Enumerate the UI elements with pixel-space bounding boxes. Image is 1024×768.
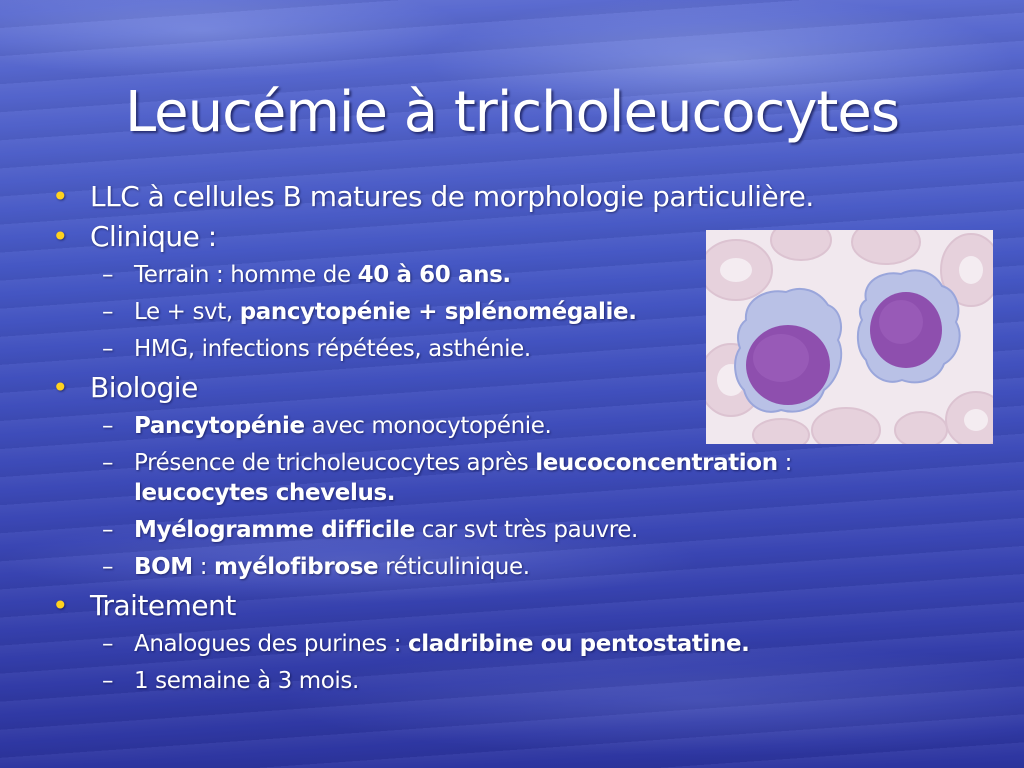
sub-text-bold: leucocytes chevelus.: [134, 480, 396, 506]
sub-text: Terrain : homme de: [134, 262, 358, 288]
bullet-icon: •: [52, 371, 69, 404]
dash-icon: –: [102, 336, 114, 362]
sub-item: [52, 448, 912, 508]
sub-text-bold: myélofibrose: [213, 554, 379, 580]
sub-text: :: [192, 554, 214, 580]
bullet-icon: •: [52, 220, 69, 253]
sub-text: avec monocytopénie.: [304, 413, 552, 439]
sub-text: :: [777, 450, 792, 476]
sub-text: HMG, infections répétées, asthénie.: [134, 336, 531, 362]
bullet-text: Clinique :: [90, 220, 217, 253]
sub-item: [52, 666, 912, 696]
dash-icon: –: [102, 299, 114, 325]
dash-icon: –: [102, 631, 114, 657]
bullet-item: [52, 180, 912, 214]
bullet-text: LLC à cellules B matures de morphologie particulière.: [90, 180, 814, 213]
sub-text-bold: 40 à 60 ans.: [357, 262, 511, 288]
bullet-icon: •: [52, 589, 69, 622]
sub-text: 1 semaine à 3 mois.: [134, 668, 359, 694]
dash-icon: –: [102, 517, 114, 543]
sub-text-bold: BOM: [134, 554, 193, 580]
sub-text: réticulinique.: [378, 554, 530, 580]
bullet-icon: •: [52, 180, 69, 213]
sub-text: Le + svt,: [134, 299, 240, 325]
sub-text-bold: pancytopénie + splénomégalie.: [239, 299, 637, 325]
bullet-item: [52, 589, 912, 623]
sub-text-bold: leucoconcentration: [535, 450, 778, 476]
sub-text: car svt très pauvre.: [414, 517, 638, 543]
sub-item: [52, 629, 912, 659]
sub-text: Présence de tricholeucocytes après: [134, 450, 536, 476]
sub-item: [52, 515, 912, 545]
bullet-text: Biologie: [90, 371, 198, 404]
sub-text-bold: Myélogramme difficile: [134, 517, 415, 543]
bullet-text: Traitement: [90, 589, 236, 622]
sub-text-bold: cladribine ou pentostatine.: [408, 631, 750, 657]
dash-icon: –: [102, 668, 114, 694]
sub-item: [52, 552, 912, 582]
dash-icon: –: [102, 450, 114, 476]
sub-text: Analogues des purines :: [134, 631, 409, 657]
dash-icon: –: [102, 413, 114, 439]
dash-icon: –: [102, 554, 114, 580]
sub-text-bold: Pancytopénie: [134, 413, 305, 439]
slide-title: Leucémie à tricholeucocytes: [124, 80, 900, 145]
dash-icon: –: [102, 262, 114, 288]
hairy-cell-micrograph-icon: [706, 230, 993, 444]
